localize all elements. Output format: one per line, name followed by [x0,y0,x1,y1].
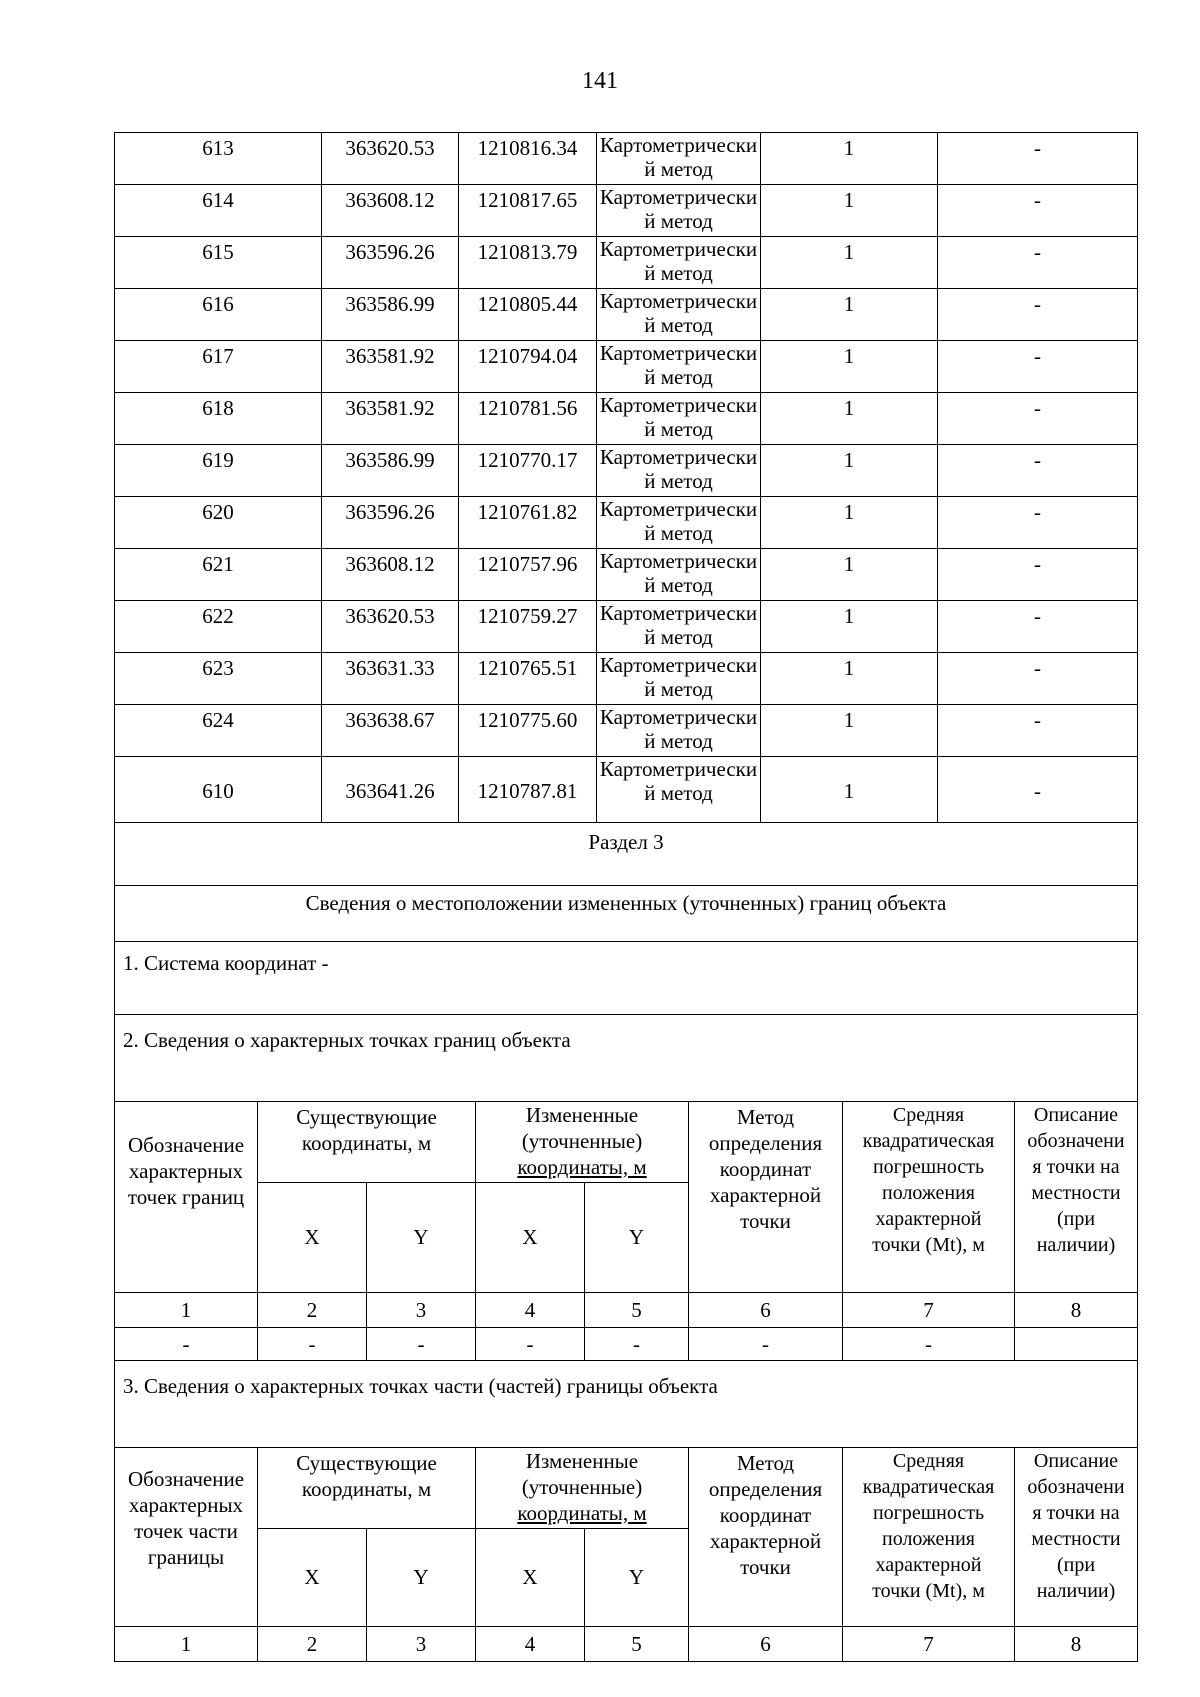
cell-point-id: 623 [115,653,322,705]
column-numbers-row-cell: 7 [843,1626,1015,1661]
column-numbers-row-cell: 1 [115,1292,258,1327]
cell-description: - [938,705,1138,757]
header-part-description: Описание обозначени я точки на местности (при наличии) [1015,1447,1138,1626]
cell-coord-x: 363581.92 [322,393,459,445]
column-numbers-row [115,1626,1138,1661]
cell-description: - [938,393,1138,445]
cell-method: Картометрически й метод [597,549,761,601]
cell-method: Картометрически й метод [597,497,761,549]
cell-coord-y: 1210805.44 [459,289,597,341]
table-row [115,705,1138,757]
cell-description: - [938,445,1138,497]
table-row [115,757,1138,823]
cell-description: - [938,497,1138,549]
header-part-changed-y: Y [585,1528,689,1626]
cell-method: Картометрически й метод [597,445,761,497]
cell-coord-x: 363620.53 [322,133,459,185]
coordinate-system: 1. Система координат - [115,942,1138,1015]
cell-coord-y: 1210787.81 [459,757,597,823]
cell-accuracy: 1 [761,497,938,549]
cell-coord-y: 1210781.56 [459,393,597,445]
cell-method: Картометрически й метод [597,653,761,705]
cell-point-id: 619 [115,445,322,497]
cell-accuracy: 1 [761,133,938,185]
cell-point-id: 620 [115,497,322,549]
cell-point-id: 613 [115,133,322,185]
cell-accuracy: 1 [761,653,938,705]
header-method: Метод определения координат характерной точки [689,1101,843,1292]
item3-title: 3. Сведения о характерных точках части (частей) границы объекта [115,1360,1138,1447]
cell-coord-x: 363586.99 [322,445,459,497]
cell-point-id: 621 [115,549,322,601]
cell-coord-x: 363608.12 [322,185,459,237]
cell-accuracy: 1 [761,185,938,237]
header-changed-y: Y [585,1182,689,1292]
cell-accuracy: 1 [761,445,938,497]
table-row [115,133,1138,185]
empty-data-row-cell: - [689,1327,843,1360]
item2-title: 2. Сведения о характерных точках границ объекта [115,1015,1138,1102]
column-numbers-row-cell: 8 [1015,1626,1138,1661]
cell-coord-x: 363596.26 [322,497,459,549]
empty-data-row-cell [1015,1327,1138,1360]
cell-point-id: 624 [115,705,322,757]
cell-accuracy: 1 [761,757,938,823]
cell-method: Картометрически й метод [597,705,761,757]
page-number: 141 [582,68,618,94]
cell-coord-x: 363620.53 [322,601,459,653]
cell-description: - [938,133,1138,185]
header-part-changed-x: X [476,1528,585,1626]
cell-accuracy: 1 [761,549,938,601]
cell-method: Картометрически й метод [597,237,761,289]
cell-point-id: 616 [115,289,322,341]
column-numbers-row [115,1292,1138,1327]
header-part-existing-coords: Существующие координаты, м [258,1447,476,1528]
header-changed-x: X [476,1182,585,1292]
cell-coord-x: 363608.12 [322,549,459,601]
column-numbers-row-cell: 5 [585,1626,689,1661]
cell-coord-y: 1210813.79 [459,237,597,289]
cell-coord-y: 1210794.04 [459,341,597,393]
column-numbers-row-cell: 4 [476,1292,585,1327]
column-numbers-row-cell: 4 [476,1626,585,1661]
column-numbers-row-cell: 3 [367,1292,476,1327]
cell-coord-y: 1210761.82 [459,497,597,549]
cell-method: Картометрически й метод [597,601,761,653]
cell-coord-y: 1210759.27 [459,601,597,653]
cell-point-id: 622 [115,601,322,653]
table-row [115,549,1138,601]
header-part-method: Метод определения координат характерной точки [689,1447,843,1626]
empty-data-row [115,1327,1138,1360]
table-row [115,289,1138,341]
cell-description: - [938,549,1138,601]
cell-accuracy: 1 [761,601,938,653]
cell-coord-y: 1210757.96 [459,549,597,601]
cell-accuracy: 1 [761,237,938,289]
cell-method: Картометрически й метод [597,289,761,341]
cell-coord-y: 1210770.17 [459,445,597,497]
cell-accuracy: 1 [761,289,938,341]
cell-description: - [938,289,1138,341]
cell-description: - [938,601,1138,653]
table-row [115,185,1138,237]
header-description: Описание обозначени я точки на местности (при наличии) [1015,1101,1138,1292]
column-numbers-row-cell: 7 [843,1292,1015,1327]
column-numbers-row-cell: 5 [585,1292,689,1327]
header-changed-coords: Измененные (уточненные) координаты, м [476,1101,689,1182]
boundary-points-header-table [114,1101,1138,1662]
cell-point-id: 610 [115,757,322,823]
cell-method: Картометрически й метод [597,185,761,237]
cell-coord-x: 363638.67 [322,705,459,757]
cell-method: Картометрически й метод [597,393,761,445]
cell-coord-x: 363581.92 [322,341,459,393]
table-row [115,497,1138,549]
column-numbers-row-cell: 6 [689,1292,843,1327]
table-row [115,445,1138,497]
cell-coord-x: 363586.99 [322,289,459,341]
boundary-points-table [114,132,1138,1102]
cell-method: Картометрически й метод [597,757,761,823]
empty-data-row-cell: - [258,1327,367,1360]
table-row [115,393,1138,445]
cell-accuracy: 1 [761,393,938,445]
column-numbers-row-cell: 2 [258,1292,367,1327]
cell-coord-y: 1210765.51 [459,653,597,705]
empty-data-row-cell: - [843,1327,1015,1360]
cell-description: - [938,185,1138,237]
cell-method: Картометрически й метод [597,133,761,185]
header-point-designation: Обозначение характерных точек границ [115,1101,258,1292]
cell-point-id: 617 [115,341,322,393]
cell-point-id: 615 [115,237,322,289]
table-row [115,341,1138,393]
cell-coord-x: 363596.26 [322,237,459,289]
cell-accuracy: 1 [761,705,938,757]
header-existing-coords: Существующие координаты, м [258,1101,476,1182]
header-part-point-designation: Обозначение характерных точек части границы [115,1447,258,1626]
empty-data-row-cell: - [367,1327,476,1360]
cell-method: Картометрически й метод [597,341,761,393]
table-row [115,237,1138,289]
header-existing-x: X [258,1182,367,1292]
cell-coord-x: 363631.33 [322,653,459,705]
empty-data-row-cell: - [476,1327,585,1360]
cell-coord-y: 1210816.34 [459,133,597,185]
column-numbers-row-cell: 6 [689,1626,843,1661]
cell-description: - [938,341,1138,393]
section-subtitle: Сведения о местоположении измененных (уточненных) границ объекта [115,886,1138,942]
column-numbers-row-cell: 8 [1015,1292,1138,1327]
cell-coord-y: 1210817.65 [459,185,597,237]
cell-description: - [938,237,1138,289]
document-sheet [114,132,1137,1662]
column-numbers-row-cell: 1 [115,1626,258,1661]
cell-description: - [938,757,1138,823]
cell-point-id: 614 [115,185,322,237]
header-part-existing-y: Y [367,1528,476,1626]
cell-accuracy: 1 [761,341,938,393]
table-row [115,601,1138,653]
section-title: Раздел 3 [115,823,1138,886]
header-part-existing-x: X [258,1528,367,1626]
header-part-accuracy: Средняя квадратическая погрешность положения характерной точки (Mt), м [843,1447,1015,1626]
empty-data-row-cell: - [585,1327,689,1360]
header-existing-y: Y [367,1182,476,1292]
header-accuracy: Средняя квадратическая погрешность положения характерной точки (Mt), м [843,1101,1015,1292]
cell-description: - [938,653,1138,705]
table-row [115,653,1138,705]
cell-coord-x: 363641.26 [322,757,459,823]
empty-data-row-cell: - [115,1327,258,1360]
header-part-changed-coords: Измененные (уточненные) координаты, м [476,1447,689,1528]
cell-coord-y: 1210775.60 [459,705,597,757]
cell-point-id: 618 [115,393,322,445]
column-numbers-row-cell: 2 [258,1626,367,1661]
column-numbers-row-cell: 3 [367,1626,476,1661]
